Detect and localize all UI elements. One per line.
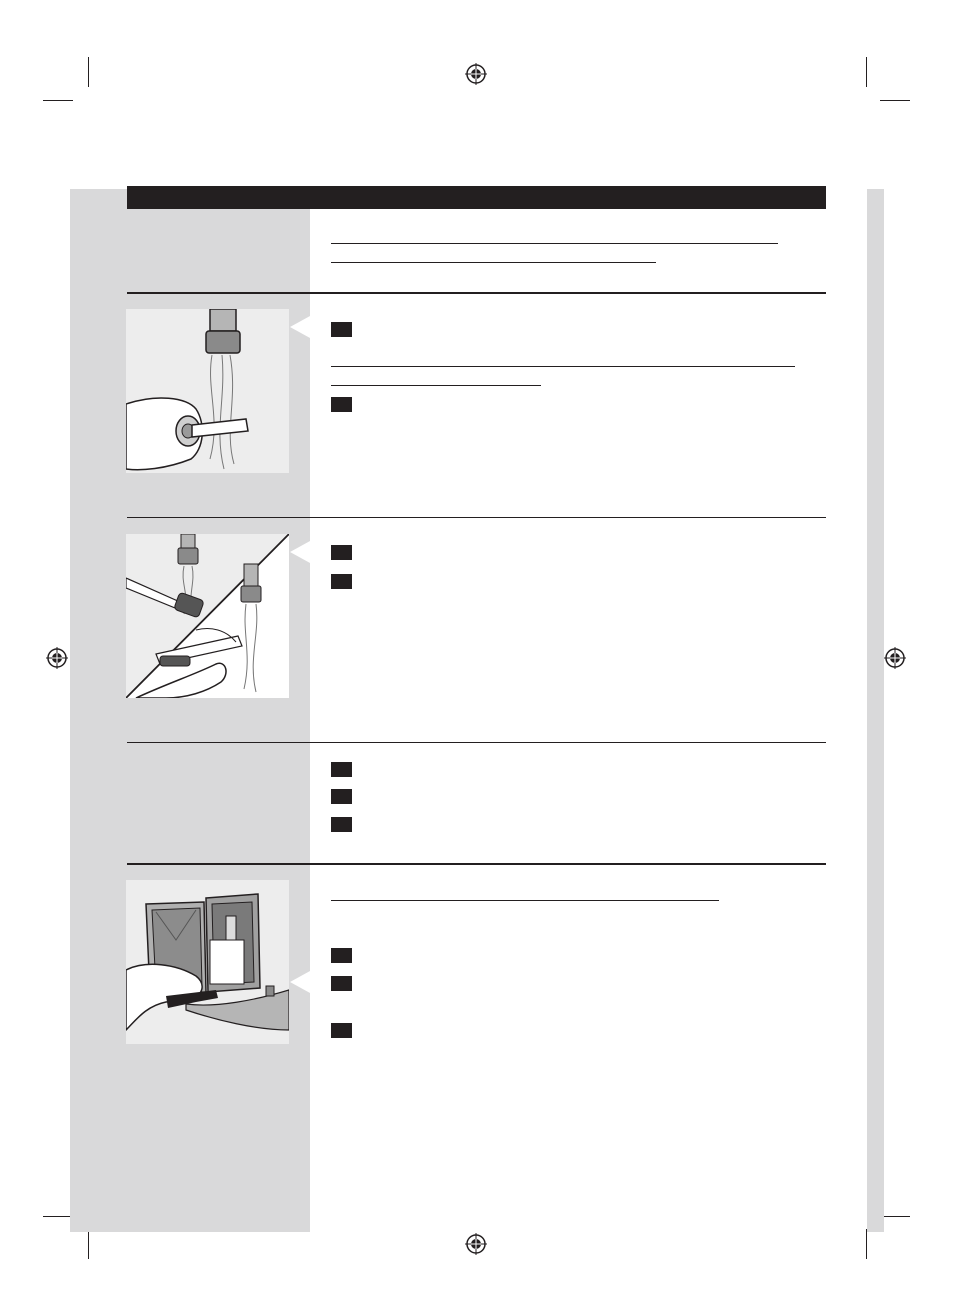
illustration-pointer	[290, 971, 310, 993]
step-marker-icon	[331, 762, 352, 777]
registration-mark-icon	[465, 1233, 487, 1255]
underlined-text-line	[331, 243, 778, 244]
crop-mark-icon	[88, 57, 89, 87]
illustration-pointer	[290, 316, 310, 338]
section-divider	[127, 742, 826, 743]
underlined-text-line	[331, 262, 656, 263]
step-marker-icon	[331, 545, 352, 560]
step-marker-icon	[331, 1023, 352, 1038]
registration-mark-icon	[46, 647, 68, 669]
crop-mark-icon	[866, 57, 867, 87]
step-marker-icon	[331, 397, 352, 412]
underlined-text-line	[331, 385, 541, 386]
underlined-text-line	[331, 366, 795, 367]
step-marker-icon	[331, 322, 352, 337]
registration-mark-icon	[465, 63, 487, 85]
illustration-pointer	[290, 541, 310, 563]
crop-mark-icon	[866, 1229, 867, 1259]
crop-mark-icon	[880, 1216, 910, 1217]
brush-handle-under-tap-illustration	[126, 309, 289, 473]
brush-head-rinse-illustration	[126, 534, 289, 698]
step-marker-icon	[331, 948, 352, 963]
crop-mark-icon	[43, 1216, 73, 1217]
crop-mark-icon	[88, 1229, 89, 1259]
registration-mark-icon	[884, 647, 906, 669]
step-marker-icon	[331, 976, 352, 991]
section-divider	[127, 863, 826, 865]
crop-mark-icon	[880, 100, 910, 101]
step-marker-icon	[331, 817, 352, 832]
section-divider	[127, 517, 826, 518]
right-edge-tab	[867, 189, 884, 1232]
section-divider	[127, 292, 826, 294]
step-marker-icon	[331, 789, 352, 804]
underlined-text-line	[331, 900, 719, 901]
step-marker-icon	[331, 574, 352, 589]
section-header-bar	[127, 186, 826, 209]
crop-mark-icon	[43, 100, 73, 101]
travel-case-cleaning-illustration	[126, 880, 289, 1044]
